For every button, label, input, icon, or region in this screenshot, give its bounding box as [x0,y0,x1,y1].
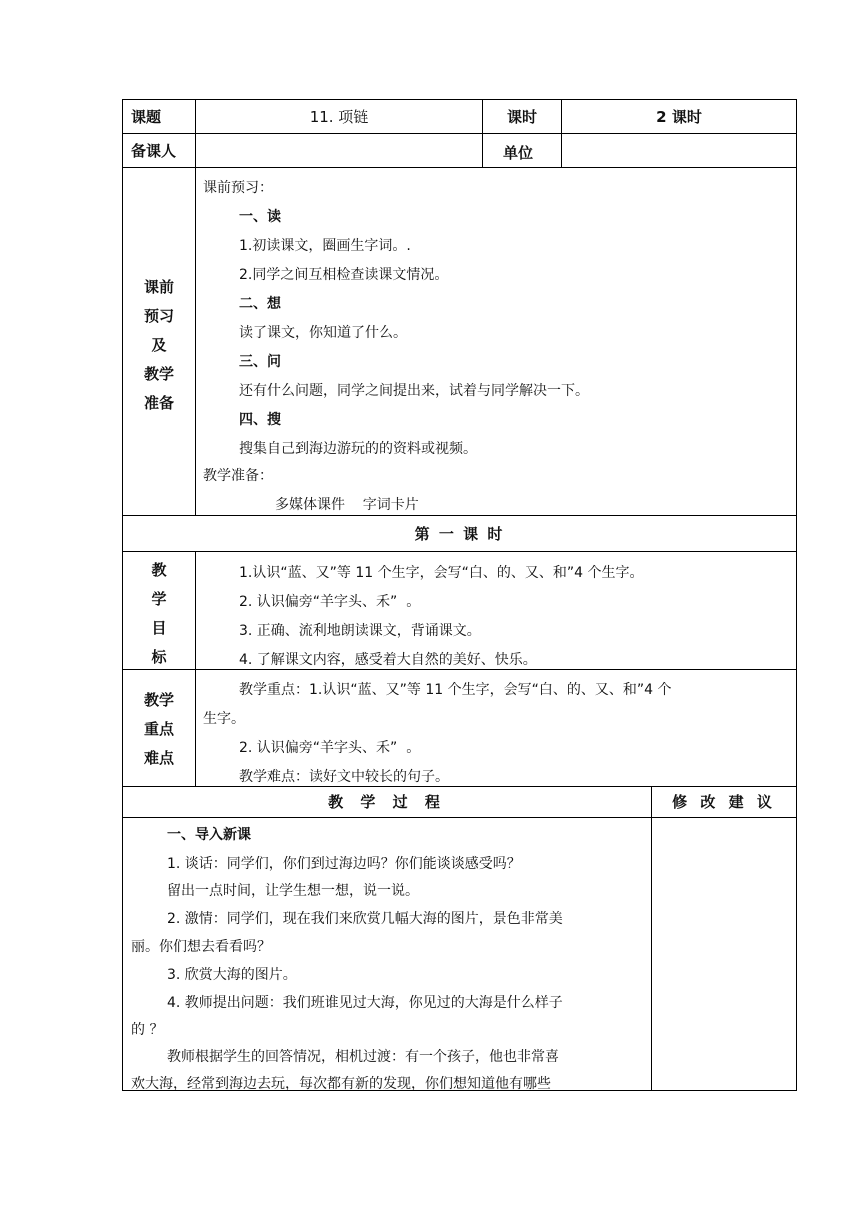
keypoint-line-2: 2. 认识偏旁“羊字头、禾” 。 [239,740,421,756]
prep-materials: 多媒体课件 字词卡片 [275,497,419,513]
keypoints-row [122,669,797,786]
process-line-8: 教师根据学生的回答情况，相机过渡：有一个孩子，他也非常喜 [167,1049,559,1065]
period-value: 2 课时 [656,108,702,126]
prep-materials-title: 教学准备： [203,468,273,484]
prep-intro: 课前预习： [203,180,273,196]
suggest-title: 修 改 建 议 [672,793,776,811]
process-section-1: 一、导入新课 [167,827,251,843]
subject-row [122,99,797,133]
table-bottom-border [122,1090,797,1091]
goal-item-4: 4. 了解课文内容，感受着大自然的美好、快乐。 [239,652,537,668]
prep-ask-1: 还有什么问题，同学之间提出来，试着与同学解决一下。 [239,383,589,399]
process-header-row [122,786,797,817]
keypoint-line-1: 教学重点：1.认识“蓝、又”等 11 个生字，会写“白、的、又、和”4 个 [239,682,672,698]
subject-value: 11. 项链 [309,108,369,126]
process-line-2: 留出一点时间，让学生想一想，说一说。 [167,883,419,899]
prep-search-1: 搜集自己到海边游玩的的资料或视频。 [239,441,477,457]
goal-item-2: 2. 认识偏旁“羊字头、禾” 。 [239,594,421,610]
keypoint-line-1b: 生字。 [203,711,245,727]
process-body-row [122,817,797,1090]
prep-read-2: 2.同学之间互相检查读课文情况。 [239,267,449,283]
process-line-1: 1. 谈话：同学们，你们到过海边吗？你们能谈谈感受吗？ [167,856,521,872]
goal-item-1: 1.认识“蓝、又”等 11 个生字，会写“白、的、又、和”4 个生字。 [239,565,644,581]
goals-row [122,551,797,669]
process-line-5: 3. 欣赏大海的图片。 [167,967,297,983]
process-line-6: 4. 教师提出问题：我们班谁见过大海，你见过的大海是什么样子 [167,995,563,1011]
lesson-title: 第 一 课 时 [414,525,505,543]
prep-heading-read: 一、读 [239,209,281,225]
prep-heading-search: 四、搜 [239,412,281,428]
process-title: 教 学 过 程 [328,793,446,811]
keypoint-line-3: 教学难点：读好文中较长的句子。 [239,769,449,785]
prep-heading-think: 二、想 [239,296,281,312]
process-line-7: 的 ？ [131,1022,164,1038]
goals-label: 教 学 目 标 [151,561,167,666]
preparer-row [122,133,797,167]
process-line-3: 2. 激情：同学们，现在我们来欣赏几幅大海的图片，景色非常美 [167,911,563,927]
keypoints-label: 教学 重点 难点 [143,691,174,767]
subject-label: 课题 [131,108,162,126]
prep-read-1: 1.初读课文，圈画生字词。. [239,238,411,254]
prep-row [122,167,797,515]
preparer-value [196,134,482,167]
period-label: 课时 [506,108,537,126]
goal-item-3: 3. 正确、流利地朗读课文，背诵课文。 [239,623,481,639]
unit-value [562,134,796,167]
prep-label: 课前 预习 及 教学 准备 [143,278,174,412]
preparer-label: 备课人 [131,142,177,160]
process-line-9: 欢大海，经常到海边去玩，每次都有新的发现，你们想知道他有哪些 [131,1076,551,1092]
lesson-title-row [122,515,797,551]
prep-think-1: 读了课文，你知道了什么。 [239,325,407,341]
prep-heading-ask: 三、问 [239,354,281,370]
process-line-4: 丽。你们想去看看吗？ [131,939,271,955]
unit-label: 单位 [503,144,534,162]
